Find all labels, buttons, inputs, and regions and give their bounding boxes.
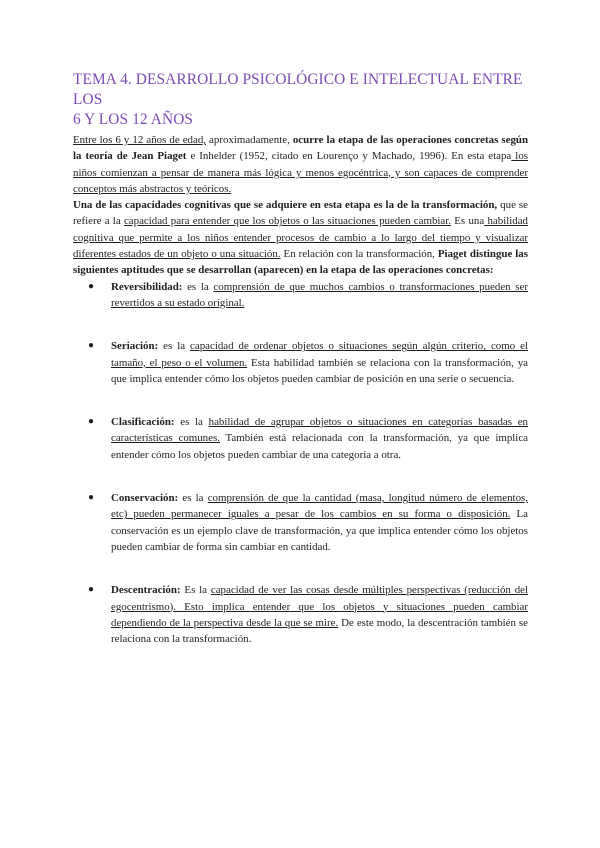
body-text: También está relacionada con la transformación, ya que implica entender cómo los objetos pueden cambiar de una categoría a otra. [111,432,529,461]
list-item-reversibilidad [88,279,528,312]
bullet-dot-icon: ● [88,340,95,352]
list-term: Clasificación: [111,416,175,429]
list-item-seriacion [88,338,528,387]
body-text: es la [158,340,191,353]
list-term: Descentración: [111,584,181,597]
body-text: que se refiere a la [73,199,528,228]
underlined-text: capacidad para entender que los objetos o las situaciones pueden cambiar. [123,215,451,228]
underlined-text: Esto implica entender que los objetos y situaciones pueden cambiar dependiendo de la perspectiva desde la que se mire. [111,600,528,629]
bold-text: Una de las capacidades cognitivas que se adquiere en esta etapa es la de la transformación, [73,199,498,212]
underlined-text: Entre los 6 y 12 años de edad, [73,134,206,146]
body-text: Esta habilidad también se relaciona con la transformación, ya que implica entender cómo los objetos pueden cambiar de posición en una serie o secuencia. [111,356,528,385]
body-text: En relación con la transformación, [280,248,438,261]
body-text: aproximadamente, [206,134,293,146]
bold-text: ocurre la etapa de las operaciones concretas según la teoría de Jean Piaget [73,134,529,163]
body-text: e Inhelder (1952, citado en Lourenço y Machado, 1996). En esta etapa [186,150,512,163]
body-text: es la [178,492,208,505]
intro-paragraph [73,132,528,197]
title-line-1: TEMA 4. DESARROLLO PSICOLÓGICO E INTELECTUAL ENTRE LOS [73,71,523,108]
body-text: La conservación es un ejemplo clave de transformación, ya que implica entender cómo los objetos pueden cambiar de forma sin cambiar en cantidad. [111,508,528,553]
underlined-text: comprensión de que muchos cambios o transformaciones pueden ser revertidos a su estado original. [111,280,528,309]
title-line-2: 6 Y LOS 12 AÑOS [73,111,194,128]
list-term: Seriación: [111,340,159,353]
list-item-descentracion [88,582,529,647]
body-text: Es la [180,584,211,597]
list-item-conservacion [88,490,528,555]
bullet-dot-icon: ● [88,416,95,428]
underlined-text: capacidad de ver las cosas desde múltiples perspectivas (reducción del egocentrismo). [111,584,529,613]
underlined-text: los niños comienzan a pensar de manera más lógica y menos egocéntrica, y son capaces de comprender conceptos más abstractos y teóricos. [73,150,529,195]
aptitudes-list [73,279,528,648]
list-term: Conservación: [111,492,179,505]
body-text: es la [174,416,209,429]
list-item-clasificacion [88,414,529,463]
bullet-dot-icon: ● [88,584,95,596]
underlined-text: comprensión de que la cantidad (masa, longitud número de elementos, etc) pueden permanecer iguales a pesar de los cambios en su forma o disposición. [111,492,528,521]
body-text: Es una [451,215,485,228]
body-text: es la [182,280,214,293]
list-term: Reversibilidad: [111,280,183,293]
body-text: De este modo, la descentración también se relaciona con la transformación. [111,616,528,646]
underlined-text: capacidad de ordenar objetos o situaciones según algún criterio, como el tamaño, el peso o el volumen. [111,340,528,369]
bullet-dot-icon: ● [88,280,95,292]
page-title [73,70,528,130]
underlined-text: habilidad cognitiva que permite a los niños entender procesos de cambio a lo largo del tiempo y visualizar diferentes estados de un objeto o una situación. [73,215,528,261]
transformation-paragraph [73,197,528,278]
bullet-dot-icon: ● [88,492,95,504]
bold-text: Piaget distingue las siguientes aptitudes que se desarrollan (aparecen) en la etapa de las operaciones concretas: [73,248,528,277]
underlined-text: habilidad de agrupar objetos o situaciones en categorías basadas en características comunes. [111,416,528,445]
